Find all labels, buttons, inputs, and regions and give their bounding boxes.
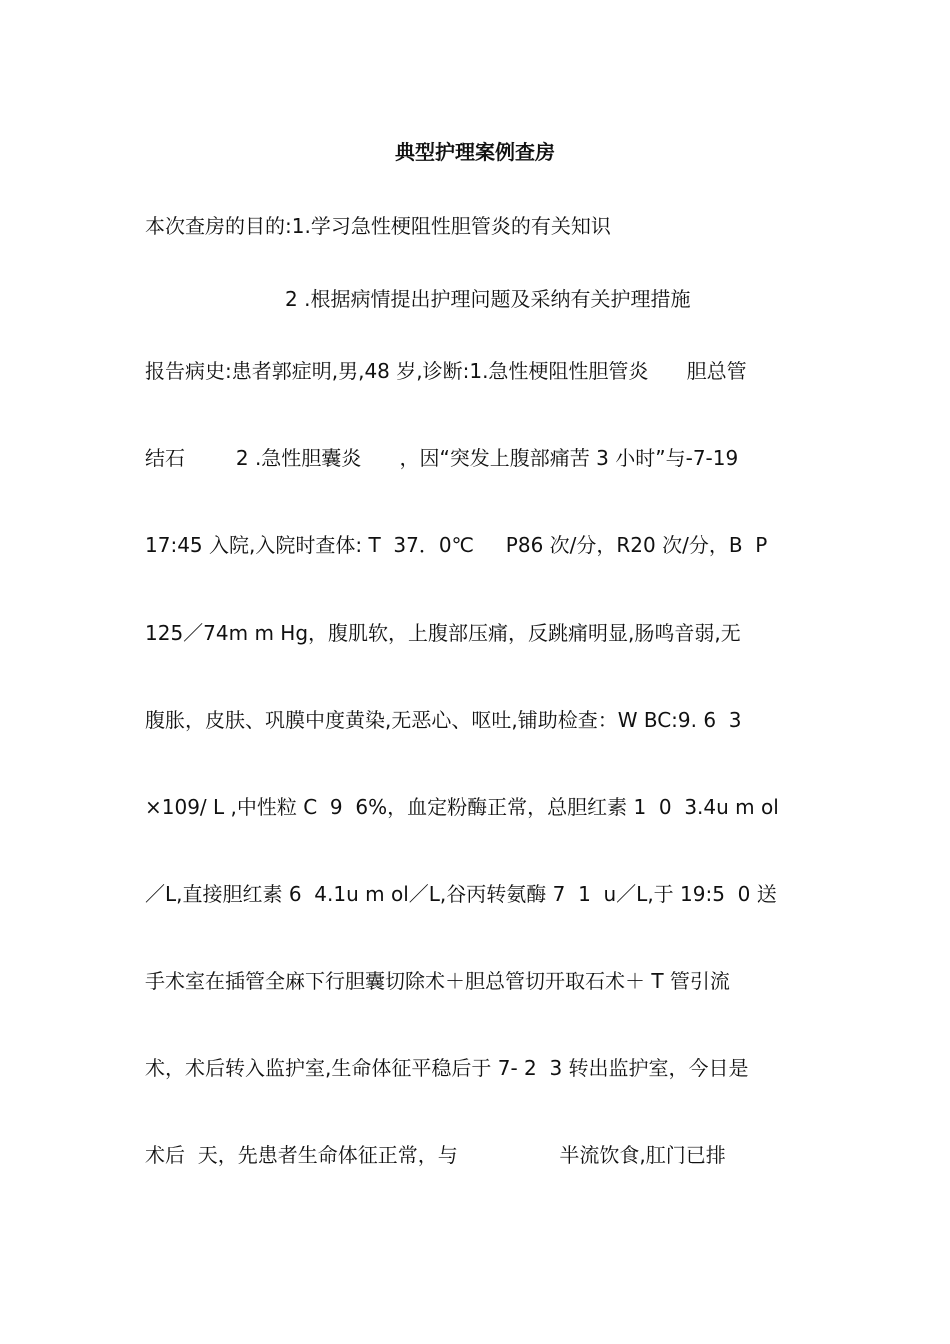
history-line-6: ×109/ L ,中性粒 C 9 6%，血定粉酶正常，总胆红素 1 0 3.4u m ol [145, 795, 779, 819]
history-line-1: 报告病史:患者郭症明,男,48 岁,诊断:1.急性梗阻性胆管炎 胆总管 [145, 359, 747, 383]
history-line-9: 术，术后转入监护室,生命体征平稳后于 7- 2 3 转出监护室，今日是 [145, 1056, 749, 1080]
history-line-4: 125／74m m Hg，腹肌软，上腹部压痛，反跳痛明显,肠鸣音弱,无 [145, 621, 741, 645]
purpose-line-1: 本次查房的目的:1.学习急性梗阻性胆管炎的有关知识 [145, 214, 611, 238]
history-line-7: ／L,直接胆红素 6 4.1u m ol／L,谷丙转氨酶 7 1 u／L,于 19:5 0 送 [145, 882, 777, 906]
document-title: 典型护理案例查房 [395, 140, 555, 164]
history-line-2: 结石 2 .急性胆囊炎 ，因“突发上腹部痛苦 3 小时”与-7-19 [145, 446, 739, 470]
history-line-3: 17:45 入院,入院时查体: T 37．0℃ P86 次/分，R20 次/分，B P [145, 533, 768, 557]
history-line-8: 手术室在插管全麻下行胆囊切除术＋胆总管切开取石术＋ T 管引流 [145, 969, 730, 993]
purpose-line-2: 2 .根据病情提出护理问题及采纳有关护理措施 [285, 287, 691, 311]
history-line-5: 腹胀，皮肤、巩膜中度黄染,无恶心、呕吐,铺助检查：W BC:9. 6 3 [145, 708, 742, 732]
history-line-10: 术后 天，先患者生命体征正常，与 半流饮食,肛门已排 [145, 1143, 726, 1167]
